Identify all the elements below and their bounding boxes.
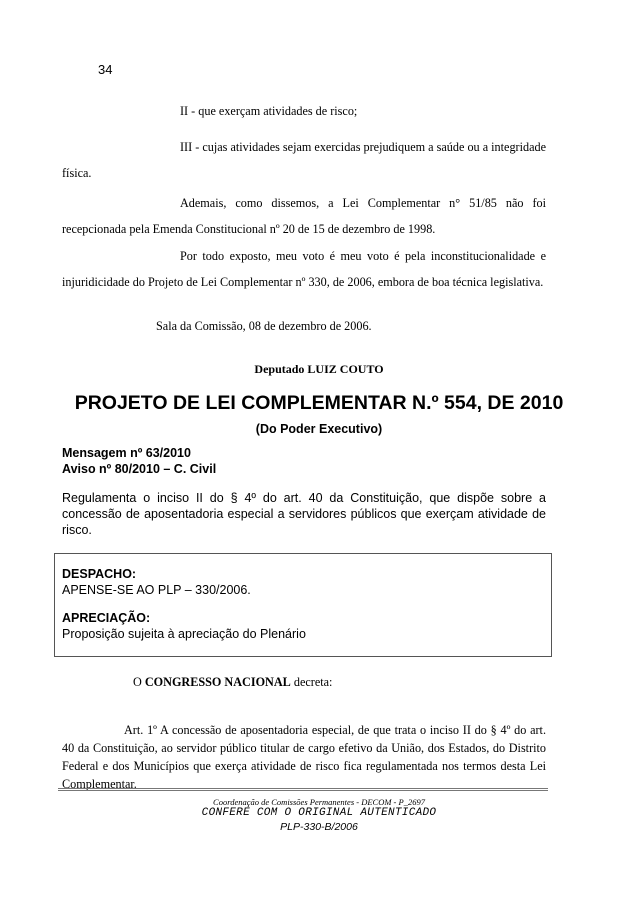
- despacho-label: DESPACHO:: [62, 567, 137, 581]
- paragraph-por-todo-exposto: Por todo exposto, meu voto é meu voto é pela inconstitucionalidade e injuridicidade do Projeto de Lei Complementar nº 330, de 2006, embora de boa técnica legislativa.: [62, 249, 546, 289]
- paragraph-ademais: Ademais, como dissemos, a Lei Complementar n° 51/85 não foi recepcionada pela Emenda Constitucional nº 20 de 15 de dezembro de 1998.: [62, 196, 546, 236]
- signer-name: Deputado LUIZ COUTO: [254, 362, 384, 376]
- decreta-line: O CONGRESSO NACIONAL decreta:: [133, 675, 333, 689]
- bill-subtitle: (Do Poder Executivo): [255, 422, 383, 436]
- despacho-text: APENSE-SE AO PLP – 330/2006.: [62, 583, 251, 597]
- congress-name: CONGRESSO NACIONAL: [144, 675, 291, 689]
- article-1: Art. 1º A concessão de aposentadoria especial, de que trata o inciso II do § 4º do art. 40 da Constituição, ao servidor público titular de cargo efetivo da União, dos Estados, do Distrito Federal e dos Municípios que exerça atividade de risco fica regulamentada nos termos desta Lei Complementar.: [62, 723, 546, 791]
- bill-title: PROJETO DE LEI COMPLEMENTAR N.º 554, DE 2010: [74, 392, 564, 414]
- footer-coordination: Coordenação de Comissões Permanentes - DECOM - P_2697: [213, 797, 425, 807]
- sala-da-comissao: Sala da Comissão, 08 de dezembro de 2006.: [156, 319, 372, 333]
- apreciacao-label: APRECIAÇÃO:: [62, 611, 151, 625]
- bill-ementa: Regulamenta o inciso II do § 4º do art. 40 da Constituição, que dispõe sobre a concessão de aposentadoria especial a servidores públicos que exerçam atividade de risco.: [62, 491, 546, 537]
- footer-authentication: CONFERE COM O ORIGINAL AUTENTICADO: [201, 807, 437, 819]
- mensagem-number: Mensagem nº 63/2010: [62, 446, 191, 460]
- footer-document-code: PLP-330-B/2006: [280, 821, 358, 833]
- apreciacao-text: Proposição sujeita à apreciação do Plenário: [62, 627, 306, 641]
- item-iii: III - cujas atividades sejam exercidas prejudiquem a saúde ou a integridade física.: [62, 140, 546, 180]
- footer-divider: [58, 788, 548, 791]
- page-number: 34: [98, 62, 113, 77]
- aviso-number: Aviso nº 80/2010 – C. Civil: [62, 462, 217, 476]
- item-ii: II - que exerçam atividades de risco;: [180, 104, 358, 118]
